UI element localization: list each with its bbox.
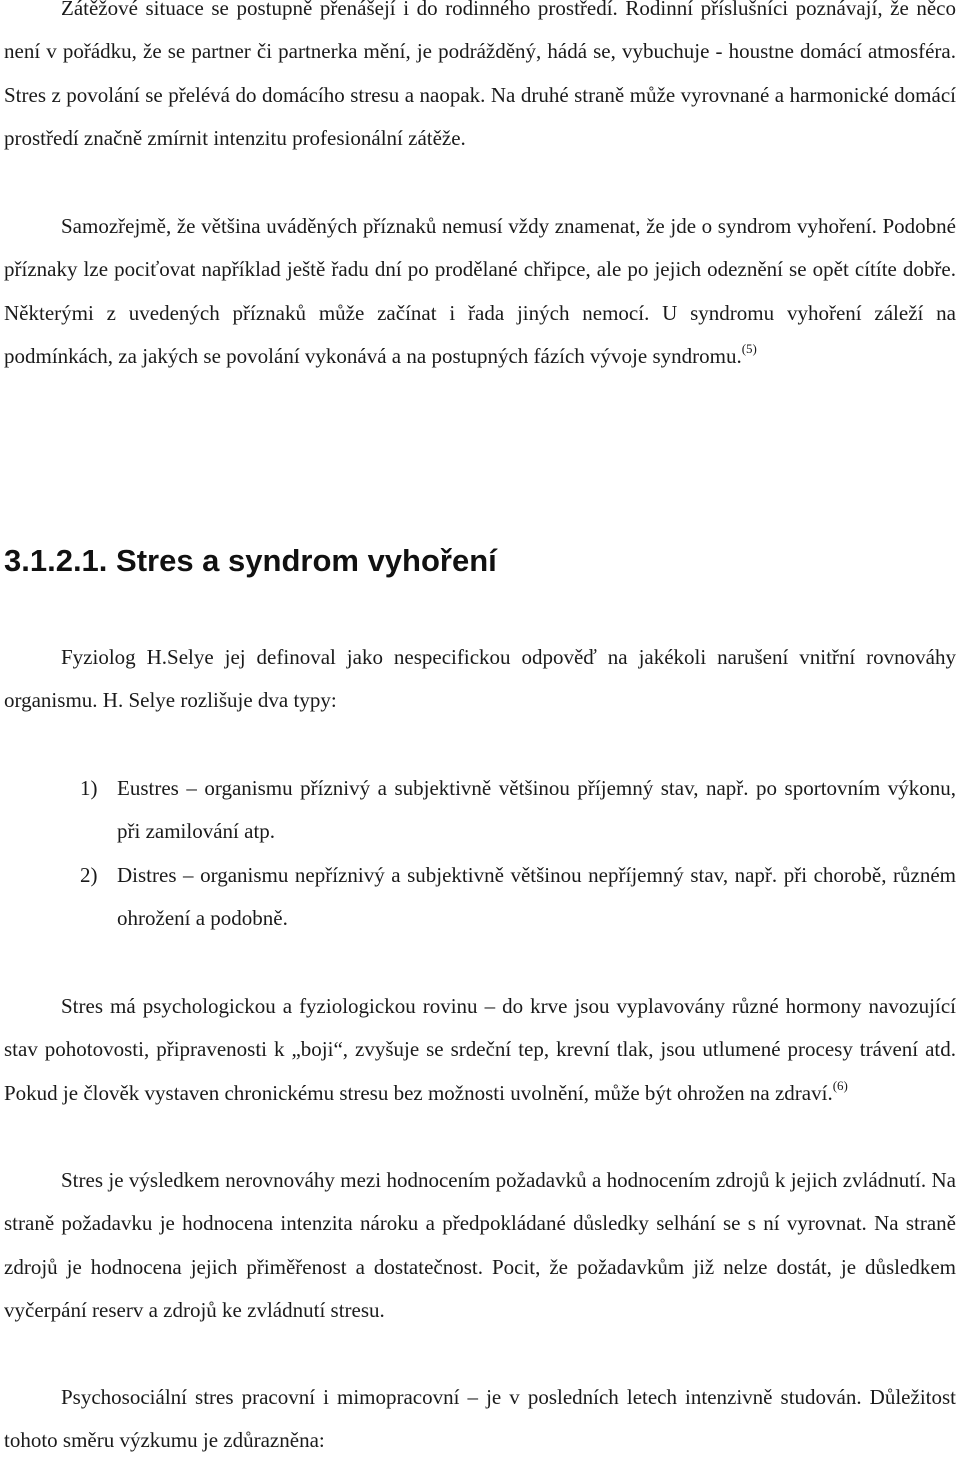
section-heading: 3.1.2.1. Stres a syndrom vyhoření [4,543,497,578]
list-item-number: 1) [80,776,98,800]
list-item [4,854,956,941]
list-item [4,767,956,854]
paragraph-symptoms-text: Samozřejmě, že většina uváděných příznaků nemusí vždy znamenat, že jde o syndrom vyhoření. Podobné příznaky lze pociťovat například ještě řadu dní po prodělané chřipce, ale po jejich odeznění se opět cítíte dobře. Některými z uvedených příznaků může začínat i řada jiných nemocí. U syndromu vyhoření záleží na podmínkách, za jakých se povolání vykonává a na postupných fázích vývoje syndromu. [4,214,956,369]
list-item-text: Eustres – organismu příznivý a subjektivně většinou příjemný stav, např. po sportovním výkonu, při zamilování atp. [117,776,956,844]
paragraph-symptoms [4,205,956,379]
paragraph-family-stress: Zátěžové situace se postupně přenášejí i do rodinného prostředí. Rodinní příslušníci poznávají, že něco není v pořádku, že se partner či partnerka mění, je podrážděný, hádá se, vybuchuje - houstne domácí atmosféra. Stres z povolání se přelévá do domácího stresu a naopak. Na druhé straně může vyrovnané a harmonické domácí prostředí značně zmírnit intenzitu profesionální zátěže. [4,0,956,151]
reference-5: (5) [741,341,757,357]
list-item-number: 2) [80,862,98,887]
paragraph-balance: Stres je výsledkem nerovnováhy mezi hodnocením požadavků a hodnocením zdrojů k jejich zvládnutí. Na straně požadavku je hodnocena intenzita nároku a předpokládané důsledky selhání se s ní vyrovnat. Na straně zdrojů je hodnocena jejich přiměřenost a dostatečnost. Pocit, že požadavkům již nelze dostát, je důsledkem vyčerpání reserv a zdrojů ke zvládnutí stresu. [4,1168,956,1323]
list-item-text: Distres – organismu nepříznivý a subjektivně většinou nepříjemný stav, např. při chorobě, různém ohrožení a podobně. [117,862,956,931]
reference-6: (6) [832,1077,848,1093]
paragraph-psychosocial: Psychosociální stres pracovní i mimopracovní – je v posledních letech intenzivně studován. Důležitost tohoto směru výzkumu je zdůrazněna: [4,1385,956,1453]
paragraph-physiology [4,985,956,1115]
paragraph-physiology-text: Stres má psychologickou a fyziologickou rovinu – do krve jsou vyplavovány různé hormony navozující stav pohotovosti, připravenosti k „boji“, zvyšuje se srdeční tep, krevní tlak, jsou utlumené procesy trávení atd. Pokud je člověk vystaven chronickému stresu bez možnosti uvolnění, může být ohrožen na zdraví. [4,994,956,1105]
stress-types-list [4,767,956,941]
paragraph-selye: Fyziolog H.Selye jej definoval jako nespecifickou odpověď na jakékoli narušení vnitřní rovnováhy organismu. H. Selye rozlišuje dva typy: [4,645,956,713]
